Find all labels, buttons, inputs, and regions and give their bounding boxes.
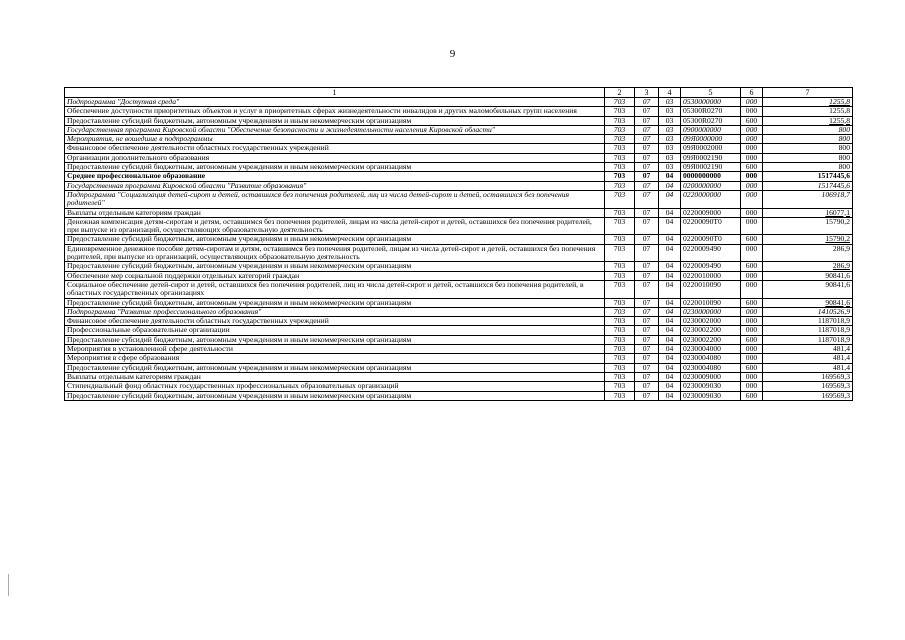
table-row <box>65 98 853 107</box>
cell-amount: 16077,1 <box>763 208 853 217</box>
cell-target-code: 02300090З0 <box>681 391 741 400</box>
cell-admin: 703 <box>605 217 635 235</box>
cell-subsection: 04 <box>659 345 681 354</box>
cell-name: Предоставление субсидий бюджетным, автономным учреждениям и иным некоммерческим организациям <box>65 391 605 400</box>
cell-admin: 703 <box>605 335 635 344</box>
cell-name: Профессиональные образовательные организации <box>65 326 605 335</box>
table-row <box>65 244 853 262</box>
cell-admin: 703 <box>605 271 635 280</box>
cell-target-code: 0200000000 <box>681 181 741 190</box>
cell-subsection: 03 <box>659 98 681 107</box>
cell-admin: 703 <box>605 98 635 107</box>
table-row <box>65 307 853 316</box>
table-row <box>65 298 853 307</box>
table-row <box>65 217 853 235</box>
cell-expense-type: 600 <box>741 391 763 400</box>
cell-expense-type: 000 <box>741 326 763 335</box>
cell-section: 07 <box>635 271 659 280</box>
cell-name: Организации дополнительного образования <box>65 153 605 162</box>
header-col-1: 1 <box>65 88 605 98</box>
table-row <box>65 181 853 190</box>
cell-name: Единовременное денежное пособие детям-сиротам и детям, оставшимся без попечения родителей, лицам из числа детей-сирот и детей, оставшихся без попечения родителей, при выпуске из организаций, осуществляющих образовательную деятельность <box>65 244 605 262</box>
cell-section: 07 <box>635 345 659 354</box>
cell-target-code: 09Я0002190 <box>681 153 741 162</box>
cell-target-code: 0230000000 <box>681 307 741 316</box>
cell-amount: 481,4 <box>763 354 853 363</box>
cell-admin: 703 <box>605 280 635 298</box>
table-body <box>65 98 853 401</box>
cell-target-code: 0220009490 <box>681 244 741 262</box>
cell-section: 07 <box>635 244 659 262</box>
cell-expense-type: 600 <box>741 163 763 172</box>
cell-target-code: 0230004080 <box>681 354 741 363</box>
cell-expense-type: 600 <box>741 235 763 244</box>
cell-target-code: 0220010090 <box>681 280 741 298</box>
budget-table <box>64 87 853 401</box>
table-row <box>65 363 853 372</box>
table-row <box>65 372 853 381</box>
cell-expense-type: 000 <box>741 307 763 316</box>
cell-admin: 703 <box>605 307 635 316</box>
cell-name: Стипендиальный фонд областных государственных профессиональных образовательных организаций <box>65 382 605 391</box>
table-row <box>65 153 853 162</box>
cell-expense-type: 000 <box>741 153 763 162</box>
table-row <box>65 382 853 391</box>
cell-admin: 703 <box>605 244 635 262</box>
cell-subsection: 04 <box>659 280 681 298</box>
cell-amount: 800 <box>763 153 853 162</box>
cell-expense-type: 000 <box>741 135 763 144</box>
cell-expense-type: 000 <box>741 244 763 262</box>
cell-admin: 703 <box>605 153 635 162</box>
cell-target-code: 0530000000 <box>681 98 741 107</box>
cell-name: Подпрограмма "Социализация детей-сирот и детей, оставшихся без попечения родителей, лиц из числа детей-сирот и детей, оставшихся без попечения родителей" <box>65 190 605 208</box>
cell-name: Предоставление субсидий бюджетным, автономным учреждениям и иным некоммерческим организациям <box>65 116 605 125</box>
cell-amount: 1410526,9 <box>763 307 853 316</box>
cell-expense-type: 000 <box>741 271 763 280</box>
table-row <box>65 144 853 153</box>
cell-expense-type: 000 <box>741 372 763 381</box>
cell-section: 07 <box>635 144 659 153</box>
cell-section: 07 <box>635 235 659 244</box>
cell-expense-type: 000 <box>741 172 763 181</box>
cell-amount: 800 <box>763 163 853 172</box>
cell-expense-type: 000 <box>741 217 763 235</box>
cell-admin: 703 <box>605 190 635 208</box>
cell-target-code: 02200090Т0 <box>681 235 741 244</box>
table-row <box>65 271 853 280</box>
cell-section: 07 <box>635 335 659 344</box>
cell-admin: 703 <box>605 181 635 190</box>
cell-target-code: 0220010000 <box>681 271 741 280</box>
cell-amount: 15790,2 <box>763 217 853 235</box>
cell-target-code: 02300090З0 <box>681 382 741 391</box>
cell-subsection: 04 <box>659 298 681 307</box>
cell-expense-type: 000 <box>741 98 763 107</box>
table-row <box>65 208 853 217</box>
cell-name: Мероприятия, не вошедшие в подпрограммы <box>65 135 605 144</box>
cell-section: 07 <box>635 382 659 391</box>
header-col-2: 2 <box>605 88 635 98</box>
cell-name: Мероприятия в установленной сфере деятельности <box>65 345 605 354</box>
cell-section: 07 <box>635 98 659 107</box>
cell-admin: 703 <box>605 354 635 363</box>
cell-amount: 1255,8 <box>763 116 853 125</box>
cell-subsection: 04 <box>659 382 681 391</box>
cell-admin: 703 <box>605 262 635 271</box>
cell-target-code: 09Я0002000 <box>681 144 741 153</box>
cell-admin: 703 <box>605 235 635 244</box>
cell-section: 07 <box>635 208 659 217</box>
cell-expense-type: 600 <box>741 298 763 307</box>
table-row <box>65 280 853 298</box>
cell-expense-type: 000 <box>741 382 763 391</box>
cell-expense-type: 600 <box>741 335 763 344</box>
cell-expense-type: 000 <box>741 190 763 208</box>
cell-expense-type: 000 <box>741 107 763 116</box>
cell-subsection: 04 <box>659 391 681 400</box>
cell-name: Предоставление субсидий бюджетным, автономным учреждениям и иным некоммерческим организациям <box>65 163 605 172</box>
cell-amount: 106918,7 <box>763 190 853 208</box>
cell-subsection: 03 <box>659 135 681 144</box>
cell-amount: 481,4 <box>763 345 853 354</box>
cell-subsection: 04 <box>659 271 681 280</box>
cell-amount: 169569,3 <box>763 382 853 391</box>
cell-name: Государственная программа Кировской области "Развитие образования" <box>65 181 605 190</box>
cell-section: 07 <box>635 262 659 271</box>
cell-subsection: 03 <box>659 144 681 153</box>
cell-subsection: 04 <box>659 262 681 271</box>
table-row <box>65 345 853 354</box>
table-row <box>65 172 853 181</box>
table-row <box>65 125 853 134</box>
cell-admin: 703 <box>605 317 635 326</box>
cell-subsection: 03 <box>659 107 681 116</box>
cell-subsection: 04 <box>659 172 681 181</box>
cell-name: Предоставление субсидий бюджетным, автономным учреждениям и иным некоммерческим организациям <box>65 235 605 244</box>
cell-amount: 481,4 <box>763 363 853 372</box>
cell-section: 07 <box>635 135 659 144</box>
cell-section: 07 <box>635 326 659 335</box>
cell-name: Обеспечение мер социальной поддержки отдельных категорий граждан <box>65 271 605 280</box>
cell-section: 07 <box>635 181 659 190</box>
table-row <box>65 235 853 244</box>
cell-admin: 703 <box>605 345 635 354</box>
cell-target-code: 02200090Т0 <box>681 217 741 235</box>
cell-expense-type: 000 <box>741 144 763 153</box>
cell-target-code: 05300R0270 <box>681 116 741 125</box>
cell-name: Социальное обеспечение детей-сирот и детей, оставшихся без попечения родителей, лиц из числа детей-сирот и детей, оставшихся без попечения родителей, в областных государственных организациях <box>65 280 605 298</box>
cell-name: Финансовое обеспечение деятельности областных государственных учреждений <box>65 144 605 153</box>
cell-amount: 800 <box>763 144 853 153</box>
table-row <box>65 190 853 208</box>
cell-admin: 703 <box>605 144 635 153</box>
cell-name: Выплаты отдельным категориям граждан <box>65 208 605 217</box>
header-col-7: 7 <box>763 88 853 98</box>
cell-expense-type: 000 <box>741 345 763 354</box>
cell-subsection: 04 <box>659 181 681 190</box>
cell-admin: 703 <box>605 382 635 391</box>
cell-subsection: 04 <box>659 235 681 244</box>
cell-amount: 1255,8 <box>763 107 853 116</box>
cell-name: Государственная программа Кировской области "Обеспечение безопасности и жизнедеятельности населения Кировской области" <box>65 125 605 134</box>
cell-admin: 703 <box>605 208 635 217</box>
cell-name: Мероприятия в сфере образования <box>65 354 605 363</box>
table-row <box>65 135 853 144</box>
cell-expense-type: 000 <box>741 354 763 363</box>
cell-section: 07 <box>635 280 659 298</box>
cell-expense-type: 600 <box>741 116 763 125</box>
cell-section: 07 <box>635 372 659 381</box>
cell-target-code: 09Я0000000 <box>681 135 741 144</box>
cell-subsection: 03 <box>659 116 681 125</box>
cell-subsection: 04 <box>659 190 681 208</box>
page-number: 9 <box>449 48 456 60</box>
cell-admin: 703 <box>605 372 635 381</box>
cell-admin: 703 <box>605 116 635 125</box>
cell-target-code: 09Я0002190 <box>681 163 741 172</box>
cell-subsection: 04 <box>659 354 681 363</box>
cell-subsection: 04 <box>659 307 681 316</box>
cell-admin: 703 <box>605 363 635 372</box>
cell-section: 07 <box>635 107 659 116</box>
cell-amount: 15790,2 <box>763 235 853 244</box>
cell-section: 07 <box>635 307 659 316</box>
cell-name: Предоставление субсидий бюджетным, автономным учреждениям и иным некоммерческим организациям <box>65 298 605 307</box>
cell-amount: 800 <box>763 125 853 134</box>
table-row <box>65 317 853 326</box>
cell-amount: 1187018,9 <box>763 335 853 344</box>
cell-admin: 703 <box>605 125 635 134</box>
cell-target-code: 0900000000 <box>681 125 741 134</box>
header-col-4: 4 <box>659 88 681 98</box>
cell-expense-type: 000 <box>741 125 763 134</box>
header-col-3: 3 <box>635 88 659 98</box>
cell-subsection: 04 <box>659 335 681 344</box>
cell-admin: 703 <box>605 326 635 335</box>
cell-target-code: 0000000000 <box>681 172 741 181</box>
table-row <box>65 326 853 335</box>
cell-expense-type: 000 <box>741 181 763 190</box>
cell-section: 07 <box>635 116 659 125</box>
table-row <box>65 335 853 344</box>
cell-subsection: 03 <box>659 125 681 134</box>
cell-expense-type: 000 <box>741 208 763 217</box>
cell-name: Среднее профессиональное образование <box>65 172 605 181</box>
cell-section: 07 <box>635 153 659 162</box>
cell-name: Предоставление субсидий бюджетным, автономным учреждениям и иным некоммерческим организациям <box>65 335 605 344</box>
cell-name: Предоставление субсидий бюджетным, автономным учреждениям и иным некоммерческим организациям <box>65 262 605 271</box>
cell-name: Предоставление субсидий бюджетным, автономным учреждениям и иным некоммерческим организациям <box>65 363 605 372</box>
cell-section: 07 <box>635 317 659 326</box>
cell-section: 07 <box>635 363 659 372</box>
cell-target-code: 0230002200 <box>681 335 741 344</box>
cell-name: Обеспечение доступности приоритетных объектов и услуг в приоритетных сферах жизнедеятельности инвалидов и других маломобильных групп населения <box>65 107 605 116</box>
cell-admin: 703 <box>605 107 635 116</box>
cell-target-code: 0230002200 <box>681 326 741 335</box>
table-row <box>65 391 853 400</box>
cell-target-code: 0230004000 <box>681 345 741 354</box>
cell-subsection: 04 <box>659 217 681 235</box>
header-col-5: 5 <box>681 88 741 98</box>
cell-admin: 703 <box>605 172 635 181</box>
cell-section: 07 <box>635 391 659 400</box>
cell-amount: 1255,8 <box>763 98 853 107</box>
cell-name: Финансовое обеспечение деятельности областных государственных учреждений <box>65 317 605 326</box>
cell-name: Подпрограмма "Доступная среда" <box>65 98 605 107</box>
cell-target-code: 0220009490 <box>681 262 741 271</box>
cell-amount: 1517445,6 <box>763 181 853 190</box>
table-row <box>65 262 853 271</box>
cell-admin: 703 <box>605 391 635 400</box>
cell-subsection: 04 <box>659 372 681 381</box>
cell-section: 07 <box>635 217 659 235</box>
scan-edge-mark <box>8 574 9 596</box>
cell-amount: 169569,3 <box>763 372 853 381</box>
cell-amount: 800 <box>763 135 853 144</box>
cell-expense-type: 000 <box>741 317 763 326</box>
cell-section: 07 <box>635 163 659 172</box>
cell-name: Подпрограмма "Развитие профессионального образования" <box>65 307 605 316</box>
cell-subsection: 04 <box>659 244 681 262</box>
cell-subsection: 04 <box>659 363 681 372</box>
header-col-6: 6 <box>741 88 763 98</box>
table-row <box>65 107 853 116</box>
cell-target-code: 05300R0270 <box>681 107 741 116</box>
cell-admin: 703 <box>605 298 635 307</box>
cell-section: 07 <box>635 298 659 307</box>
cell-amount: 90841,6 <box>763 271 853 280</box>
cell-amount: 286,9 <box>763 262 853 271</box>
cell-expense-type: 600 <box>741 262 763 271</box>
cell-admin: 703 <box>605 135 635 144</box>
cell-target-code: 0220000000 <box>681 190 741 208</box>
cell-section: 07 <box>635 190 659 208</box>
cell-subsection: 04 <box>659 208 681 217</box>
header-row <box>65 88 853 98</box>
cell-section: 07 <box>635 354 659 363</box>
cell-amount: 1187018,9 <box>763 326 853 335</box>
cell-target-code: 0230009000 <box>681 372 741 381</box>
cell-subsection: 04 <box>659 326 681 335</box>
cell-expense-type: 000 <box>741 280 763 298</box>
table-row <box>65 116 853 125</box>
cell-admin: 703 <box>605 163 635 172</box>
cell-amount: 169569,3 <box>763 391 853 400</box>
cell-name: Выплаты отдельным категориям граждан <box>65 372 605 381</box>
cell-section: 07 <box>635 125 659 134</box>
cell-amount: 1187018,9 <box>763 317 853 326</box>
table-row <box>65 354 853 363</box>
cell-name: Денежная компенсация детям-сиротам и детям, оставшимся без попечения родителей, лицам из числа детей-сирот и детей, оставшихся без попечения родителей, при выпуске из организаций, осуществляющих образовательную деятельность <box>65 217 605 235</box>
cell-subsection: 03 <box>659 153 681 162</box>
cell-amount: 1517445,6 <box>763 172 853 181</box>
cell-target-code: 0220009000 <box>681 208 741 217</box>
cell-expense-type: 600 <box>741 363 763 372</box>
cell-target-code: 0230002000 <box>681 317 741 326</box>
cell-amount: 90841,6 <box>763 280 853 298</box>
cell-subsection: 04 <box>659 317 681 326</box>
cell-amount: 90841,6 <box>763 298 853 307</box>
cell-target-code: 0220010090 <box>681 298 741 307</box>
cell-target-code: 0230004080 <box>681 363 741 372</box>
cell-section: 07 <box>635 172 659 181</box>
table-row <box>65 163 853 172</box>
cell-amount: 286,9 <box>763 244 853 262</box>
cell-subsection: 03 <box>659 163 681 172</box>
